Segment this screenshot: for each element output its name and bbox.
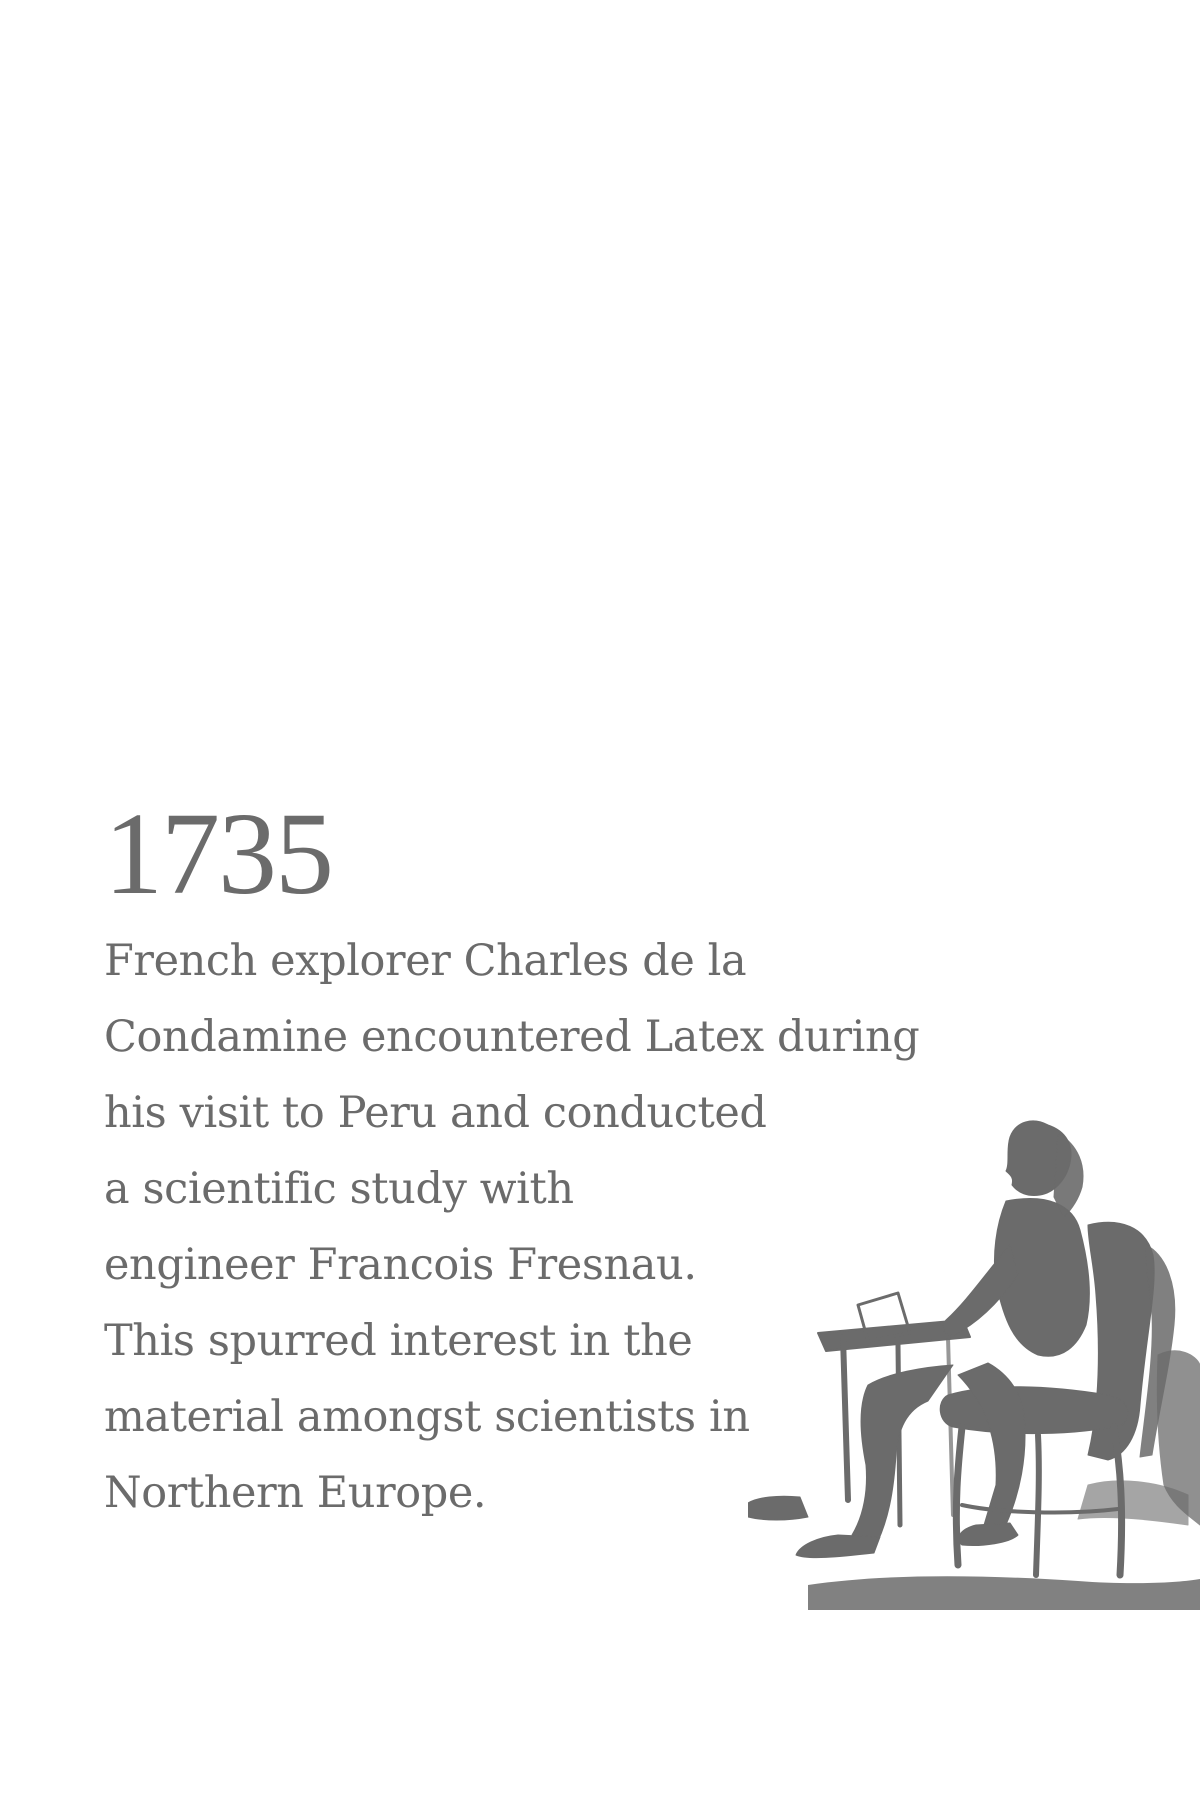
description-line: a scientific study with [104, 1164, 574, 1214]
seated-scholar-engraving-icon [748, 1105, 1200, 1615]
description-line: Northern Europe. [104, 1468, 487, 1518]
description-line: French explorer Charles de la [104, 936, 747, 986]
description-line: his visit to Peru and conducted [104, 1088, 767, 1138]
description-line: material amongst scientists in [104, 1392, 750, 1442]
description-line: This spurred interest in the [104, 1316, 693, 1366]
description-line: engineer Francois Fresnau. [104, 1240, 697, 1290]
year-heading: 1735 [104, 788, 332, 919]
description-line: Condamine encountered Latex during [104, 1012, 920, 1062]
